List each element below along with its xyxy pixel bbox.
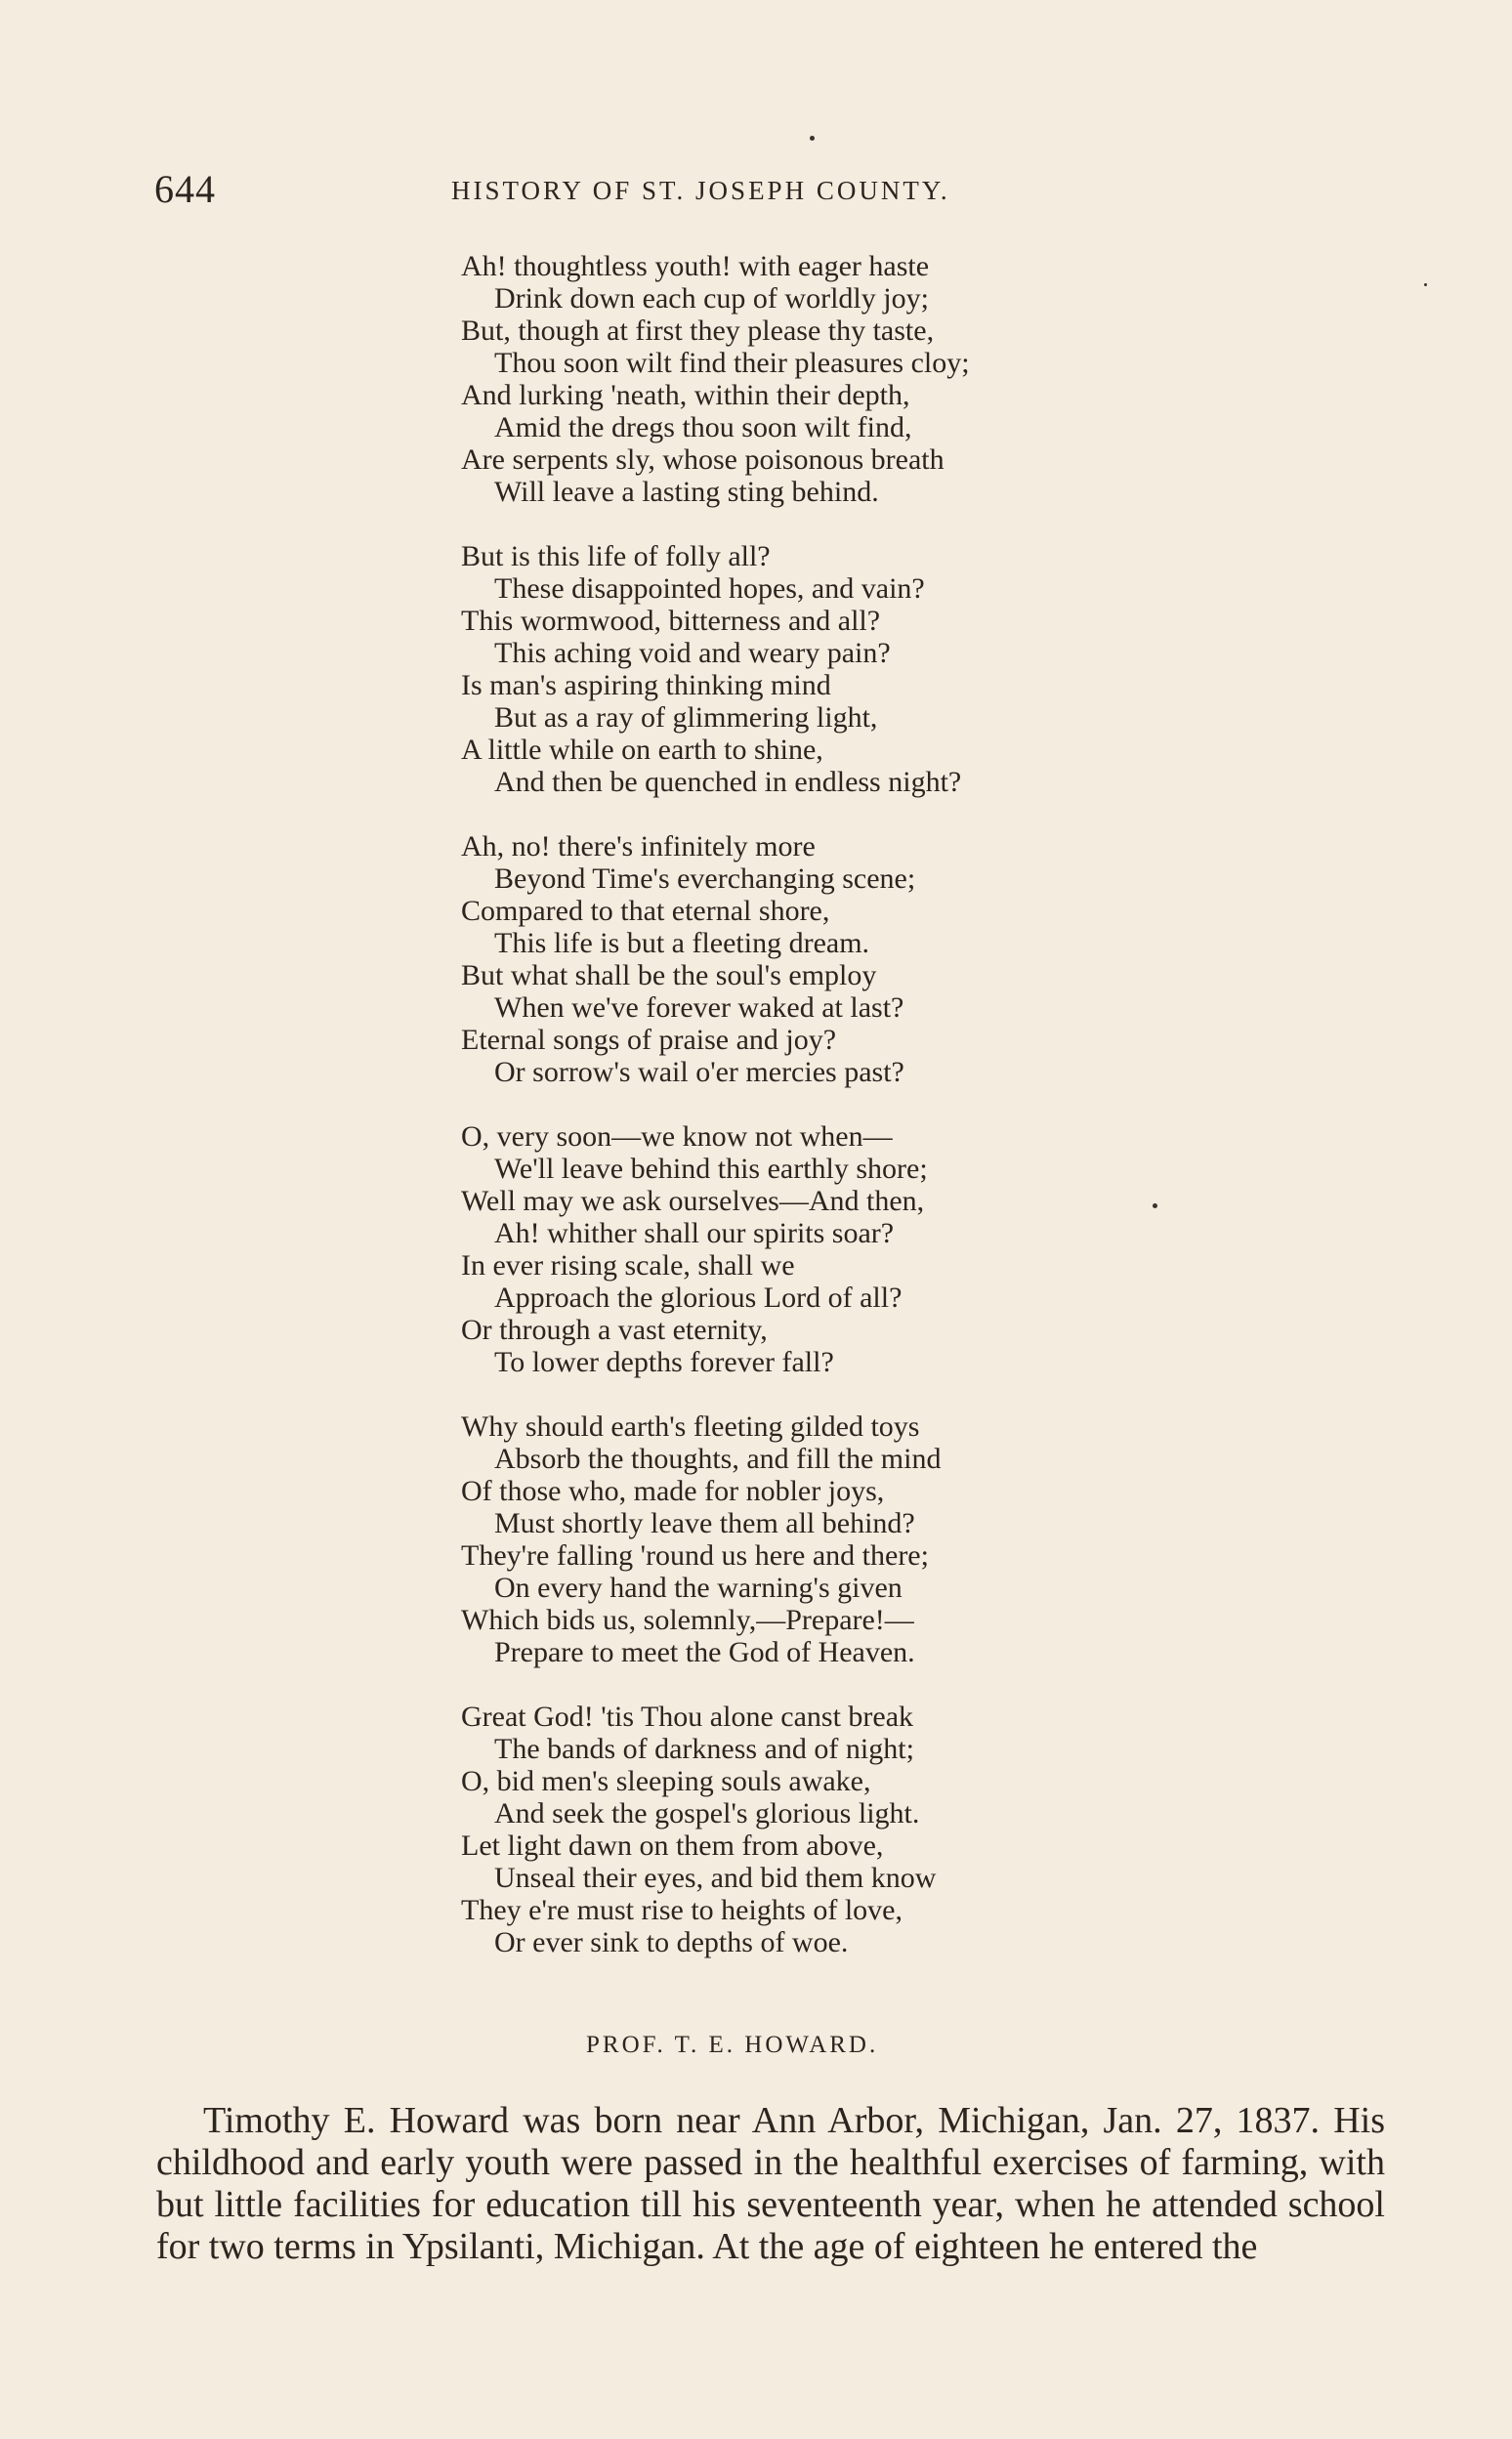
poem-line: Why should earth's fleeting gilded toys bbox=[461, 1410, 920, 1443]
poem-line: And lurking 'neath, within their depth, bbox=[461, 379, 910, 411]
poem-line: Let light dawn on them from above, bbox=[461, 1829, 884, 1862]
poem-line: Great God! 'tis Thou alone canst break bbox=[461, 1701, 914, 1733]
poem-line: A little while on earth to shine, bbox=[461, 734, 823, 766]
poem bbox=[461, 250, 1301, 1991]
poem-line: This life is but a fleeting dream. bbox=[494, 927, 870, 959]
poem-stanza bbox=[461, 540, 1301, 798]
poem-line: Is man's aspiring thinking mind bbox=[461, 669, 831, 701]
poem-line: Well may we ask ourselves—And then, bbox=[461, 1185, 925, 1217]
poem-line: This aching void and weary pain? bbox=[494, 637, 891, 669]
poem-line: Unseal their eyes, and bid them know bbox=[494, 1862, 937, 1894]
poem-line: Which bids us, solemnly,—Prepare!— bbox=[461, 1604, 914, 1636]
ink-speck bbox=[810, 136, 815, 141]
poem-line: Absorb the thoughts, and fill the mind bbox=[494, 1443, 942, 1475]
poem-line: But, though at first they please thy taste, bbox=[461, 315, 935, 347]
poem-line: But as a ray of glimmering light, bbox=[494, 701, 878, 734]
poem-stanza bbox=[461, 1701, 1301, 1958]
poem-line: To lower depths forever fall? bbox=[494, 1346, 834, 1378]
poem-line: We'll leave behind this earthly shore; bbox=[494, 1153, 928, 1185]
poem-line: This wormwood, bitterness and all? bbox=[461, 605, 881, 637]
poem-line: But what shall be the soul's employ bbox=[461, 959, 877, 991]
poem-line: Prepare to meet the God of Heaven. bbox=[494, 1636, 915, 1668]
poem-line: Ah, no! there's infinitely more bbox=[461, 830, 816, 862]
poem-line: The bands of darkness and of night; bbox=[494, 1733, 914, 1765]
poem-line: Or through a vast eternity, bbox=[461, 1314, 768, 1346]
poem-line: O, very soon—we know not when— bbox=[461, 1120, 893, 1153]
poem-line: Eternal songs of praise and joy? bbox=[461, 1024, 837, 1056]
poem-line: Will leave a lasting sting behind. bbox=[494, 476, 879, 508]
poem-line: Ah! whither shall our spirits soar? bbox=[494, 1217, 895, 1249]
poem-line: Beyond Time's everchanging scene; bbox=[494, 862, 916, 895]
ink-speck bbox=[1424, 283, 1427, 286]
page-number: 644 bbox=[154, 167, 216, 211]
poem-line: When we've forever waked at last? bbox=[494, 991, 904, 1024]
poem-line: Of those who, made for nobler joys, bbox=[461, 1475, 885, 1507]
poem-line: In ever rising scale, shall we bbox=[461, 1249, 795, 1282]
running-title: HISTORY OF ST. JOSEPH COUNTY. bbox=[451, 176, 950, 205]
poem-line: Drink down each cup of worldly joy; bbox=[494, 282, 929, 315]
poem-stanza bbox=[461, 250, 1301, 508]
poem-stanza bbox=[461, 1410, 1301, 1668]
poem-author: PROF. T. E. HOWARD. bbox=[586, 2032, 879, 2058]
poem-line: And then be quenched in endless night? bbox=[494, 766, 962, 798]
poem-line: But is this life of folly all? bbox=[461, 540, 771, 572]
poem-line: On every hand the warning's given bbox=[494, 1572, 903, 1604]
poem-stanza bbox=[461, 830, 1301, 1088]
poem-line: These disappointed hopes, and vain? bbox=[494, 572, 925, 605]
poem-line: Amid the dregs thou soon wilt find, bbox=[494, 411, 912, 443]
poem-line: O, bid men's sleeping souls awake, bbox=[461, 1765, 871, 1797]
poem-line: Are serpents sly, whose poisonous breath bbox=[461, 443, 945, 476]
poem-line: Must shortly leave them all behind? bbox=[494, 1507, 915, 1539]
biography-paragraph: Timothy E. Howard was born near Ann Arbor, Michigan, Jan. 27, 1837. His childhood and early youth were passed in the healthful exercises of farming, with but little facilities for education till his seventeenth year, when he attended school for two terms in Ypsilanti, Michigan. At the age of eighteen he entered the bbox=[156, 2100, 1385, 2267]
poem-line: They e're must rise to heights of love, bbox=[461, 1894, 903, 1926]
poem-line: Or sorrow's wail o'er mercies past? bbox=[494, 1056, 904, 1088]
poem-line: Thou soon wilt find their pleasures cloy; bbox=[494, 347, 970, 379]
poem-line: Or ever sink to depths of woe. bbox=[494, 1926, 849, 1958]
poem-line: Ah! thoughtless youth! with eager haste bbox=[461, 250, 930, 282]
poem-line: And seek the gospel's glorious light. bbox=[494, 1797, 920, 1829]
poem-line: They're falling 'round us here and there; bbox=[461, 1539, 929, 1572]
poem-line: Approach the glorious Lord of all? bbox=[494, 1282, 903, 1314]
poem-stanza bbox=[461, 1120, 1301, 1378]
poem-line: Compared to that eternal shore, bbox=[461, 895, 830, 927]
